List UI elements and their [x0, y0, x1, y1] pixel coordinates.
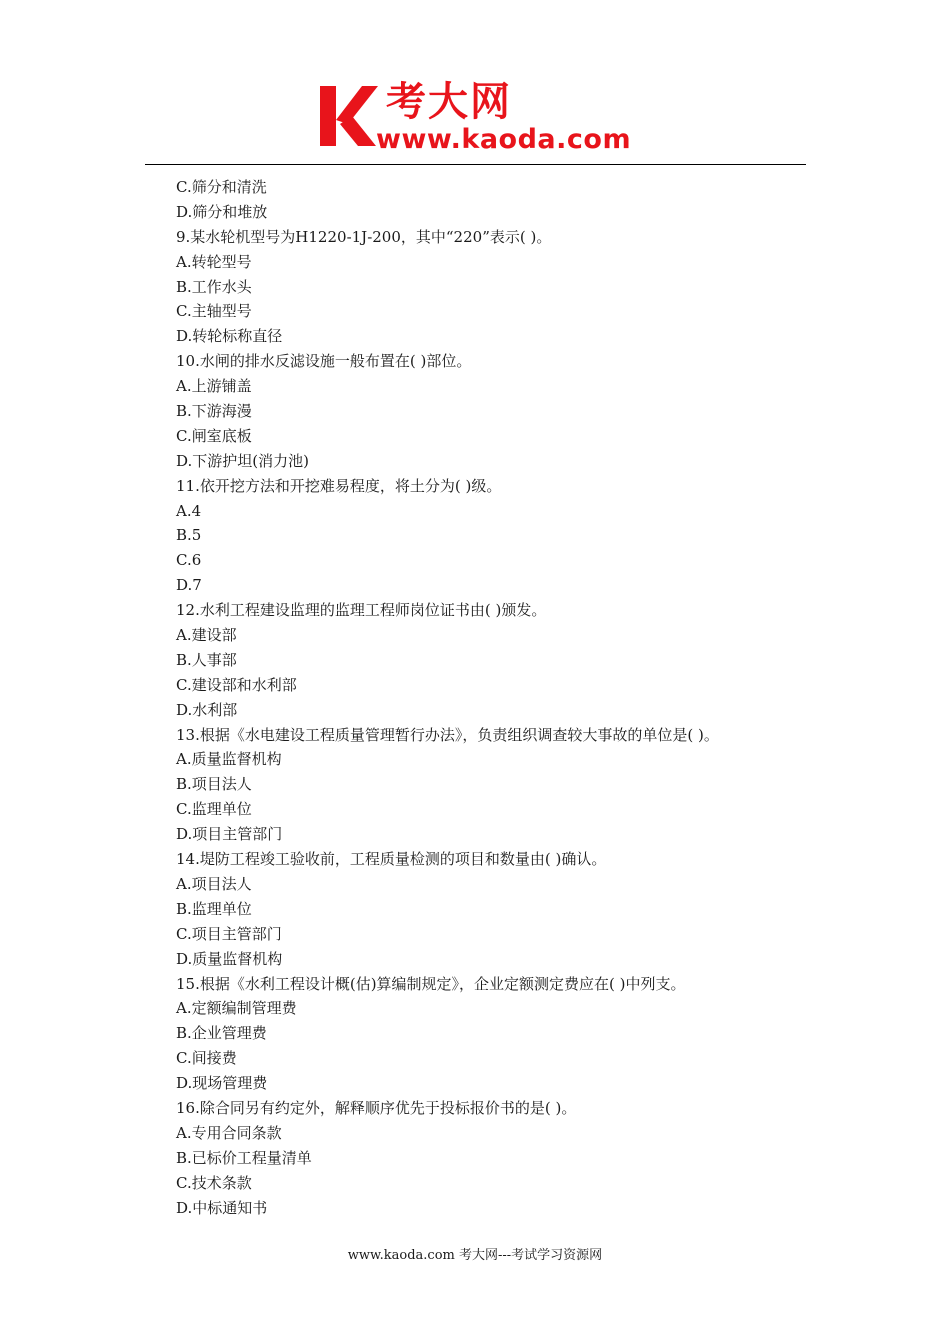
logo-url: www.kaoda.com — [376, 124, 632, 155]
answer-option: B.下游海漫 — [176, 402, 252, 421]
page-footer: www.kaoda.com 考大网---考试学习资源网 — [347, 1248, 603, 1263]
question-text: 15.根据《水利工程设计概(估)算编制规定》，企业定额测定费应在( )中列支。 — [176, 974, 686, 993]
answer-option: B.企业管理费 — [176, 1024, 267, 1043]
logo-k-mark — [318, 80, 380, 152]
answer-option: C.主轴型号 — [176, 302, 252, 321]
answer-option: C.技术条款 — [176, 1173, 252, 1192]
header-divider — [145, 164, 806, 165]
answer-option: C.建设部和水利部 — [176, 675, 297, 694]
answer-option: A.项目法人 — [176, 874, 252, 893]
answer-option: B.监理单位 — [176, 899, 252, 918]
answer-option: C.闸室底板 — [176, 426, 252, 445]
answer-option: B.工作水头 — [176, 277, 252, 296]
answer-option: B.项目法人 — [176, 775, 252, 794]
answer-option: C.6 — [176, 551, 202, 570]
answer-option: C.间接费 — [176, 1049, 237, 1068]
answer-option: A.专用合同条款 — [176, 1123, 282, 1142]
answer-option: A.质量监督机构 — [176, 750, 282, 769]
answer-option: C.监理单位 — [176, 800, 252, 819]
answer-option: D.水利部 — [176, 700, 238, 719]
page-header — [0, 0, 950, 170]
answer-option: D.现场管理费 — [176, 1074, 268, 1093]
answer-option: D.7 — [176, 576, 202, 595]
question-text: 11.依开挖方法和开挖难易程度，将土分为( )级。 — [176, 476, 502, 495]
answer-option: B.已标价工程量清单 — [176, 1148, 312, 1167]
answer-option: B.5 — [176, 526, 202, 545]
site-logo[interactable] — [318, 80, 648, 162]
answer-option: D.质量监督机构 — [176, 949, 283, 968]
answer-option: D.转轮标称直径 — [176, 327, 283, 346]
answer-option: B.人事部 — [176, 650, 237, 669]
answer-option: D.中标通知书 — [176, 1198, 268, 1217]
answer-option: A.建设部 — [176, 626, 237, 645]
question-text: 13.根据《水电建设工程质量管理暂行办法》，负责组织调查较大事故的单位是( )。 — [176, 725, 719, 744]
question-text: 14.堤防工程竣工验收前，工程质量检测的项目和数量由( )确认。 — [176, 850, 607, 869]
answer-option: D.筛分和堆放 — [176, 202, 268, 221]
answer-option: C.筛分和清洗 — [176, 178, 267, 196]
answer-option: A.定额编制管理费 — [176, 999, 297, 1018]
answer-option: A.转轮型号 — [176, 252, 252, 271]
question-text: 16.除合同另有约定外，解释顺序优先于投标报价书的是( )。 — [176, 1098, 577, 1117]
answer-option: C.项目主管部门 — [176, 924, 282, 943]
question-text: 12.水利工程建设监理的监理工程师岗位证书由( )颁发。 — [176, 601, 547, 620]
logo-chinese-name: 考大网 — [386, 79, 512, 125]
answer-option: A.上游铺盖 — [176, 377, 252, 396]
question-text: 9.某水轮机型号为H1220-1J-200，其中“220”表示( )。 — [176, 227, 552, 246]
answer-option: D.下游护坦(消力池) — [176, 451, 309, 470]
answer-option: D.项目主管部门 — [176, 825, 283, 844]
answer-option: A.4 — [176, 501, 202, 520]
question-list — [176, 175, 816, 1220]
question-text: 10.水闸的排水反滤设施一般布置在( )部位。 — [176, 352, 472, 371]
